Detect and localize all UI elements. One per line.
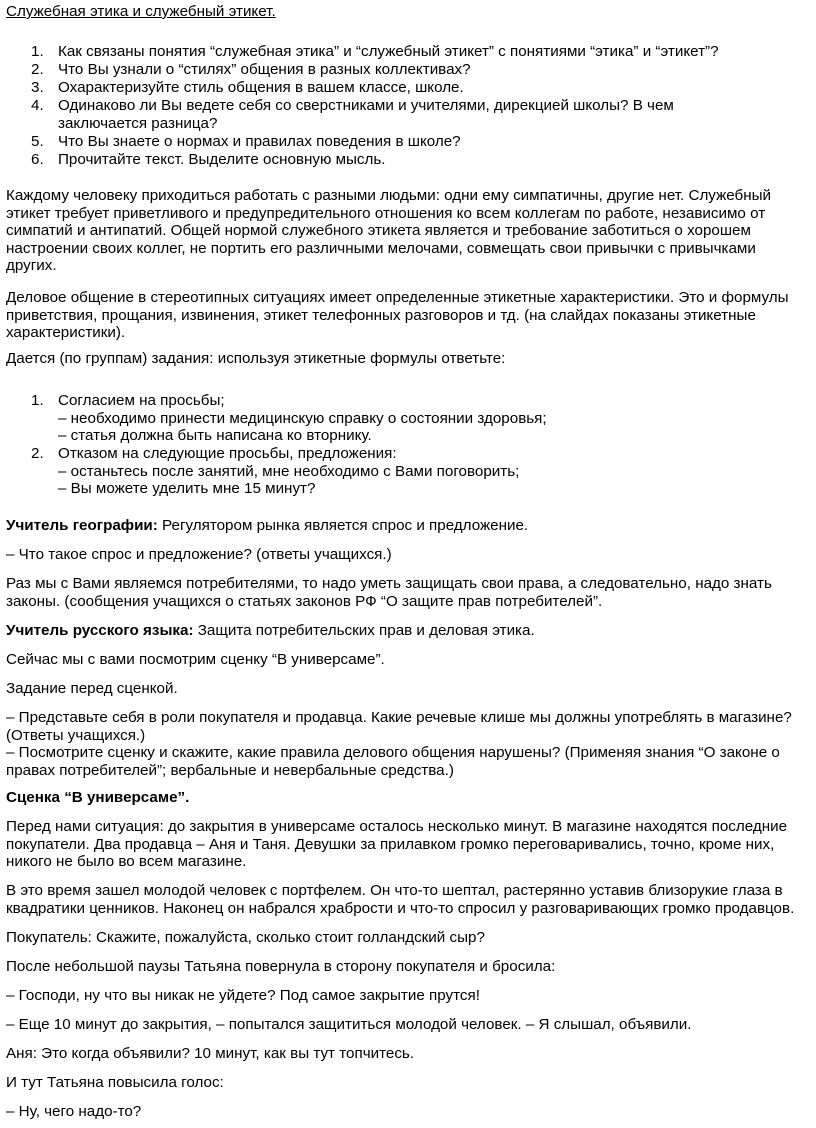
paragraph-geo-question: – Что такое спрос и предложение? (ответы учащихся.): [6, 546, 392, 563]
list-text: Что Вы знаете о нормах и правилах поведения в школе?: [58, 133, 461, 150]
speaker-text: Регулятором рынка является спрос и предложение.: [157, 517, 529, 534]
list-text: Как связаны понятия “служебная этика” и “служебный этикет” с понятиями “этика” и “этикет”?: [58, 43, 719, 60]
paragraph-task-lines: [6, 709, 806, 779]
paragraph-task-before: Задание перед сценкой.: [6, 680, 178, 697]
paragraph-scene-2: В это время зашел молодой человек с портфелем. Он что-то шептал, растерянно уставив близорукие глаза в квадратики ценников. Наконец он набрался храбрости и что-то спросил у разговаривающих громко продавцов.: [6, 882, 795, 917]
list-number: 1.: [31, 43, 44, 60]
paragraph-geography: [6, 517, 806, 535]
paragraph-etiquette: Каждому человеку приходиться работать с разными людьми: одни ему симпатичны, другие нет. Служебный этикет требует приветливого и предупредительного отношения ко всем коллегам по работе, независимо от симпатий и антипатий. Общей нормой служебного этикета является и требование заботиться о хорошем настроении своих коллег, не портить его различными мелочами, совмещать свои привычки с привычками других.: [6, 187, 771, 275]
list-text: Охарактеризуйте стиль общения в вашем классе, школе.: [58, 79, 464, 96]
speaker-label: Учитель географии:: [6, 517, 158, 534]
list-number: 6.: [31, 151, 44, 168]
list-number: 1.: [31, 392, 44, 409]
paragraph-consumers: Раз мы с Вами являемся потребителями, то надо уметь защищать свои права, а следовательно, надо знать законы. (сообщения учащихся о статьях законов РФ “О защите прав потребителей”.: [6, 575, 772, 610]
paragraph-scene-3: Покупатель: Скажите, пожалуйста, сколько стоит голландский сыр?: [6, 929, 485, 946]
task-line: – Представьте себя в роли покупателя и продавца. Какие речевые клише мы должны употреблять в магазине? (Ответы учащихся.): [6, 709, 792, 744]
paragraph-task: Дается (по группам) задания: используя этикетные формулы ответьте:: [6, 350, 506, 367]
task-line: – останьтесь после занятий, мне необходимо с Вами поговорить;: [58, 462, 520, 480]
paragraph-scene-9: – Ну, чего надо-то?: [6, 1103, 142, 1120]
list-text: Что Вы узнали о “стилях” общения в разных коллективах?: [58, 61, 471, 78]
task-line: – статья должна быть написана ко вторнику.: [58, 427, 372, 445]
list-number: 5.: [31, 133, 44, 150]
paragraph-scene-1: Перед нами ситуация: до закрытия в универсаме осталось несколько минут. В магазине находятся последние покупатели. Два продавца – Аня и Таня. Девушки за прилавком громко переговаривались, точно, кроме них, никого не было во всем магазине.: [6, 818, 788, 871]
paragraph-russian: [6, 622, 806, 640]
task-line: – Вы можете уделить мне 15 минут?: [58, 480, 316, 498]
paragraph-business: Деловое общение в стереотипных ситуациях имеет определенные этикетные характеристики. Это и формулы приветствия, прощания, извинения, этикет телефонных разговоров и тд. (на слайдах показаны этикетные характеристики).: [6, 289, 789, 342]
list-number: 3.: [31, 79, 44, 96]
list-text: Одинаково ли Вы ведете себя со сверстниками и учителями, дирекцией школы? В чем заключается разница?: [58, 97, 674, 132]
list-number: 2.: [31, 445, 44, 462]
paragraph-scene-7: Аня: Это когда объявили? 10 минут, как вы тут топчитесь.: [6, 1045, 415, 1062]
task-head: Отказом на следующие просьбы, предложения:: [58, 445, 397, 462]
task-head: Согласием на просьбы;: [58, 392, 225, 409]
list-number: 2.: [31, 61, 44, 78]
list-number: 4.: [31, 97, 44, 114]
speaker-label: Учитель русского языка:: [6, 622, 194, 639]
paragraph-scene-4: После небольшой паузы Татьяна повернула в сторону покупателя и бросила:: [6, 958, 556, 975]
task-line: – необходимо принести медицинскую справку о состоянии здоровья;: [58, 409, 547, 427]
document-title: Служебная этика и служебный этикет.: [6, 3, 276, 20]
paragraph-scene-6: – Еще 10 минут до закрытия, – попытался защититься молодой человек. – Я слышал, объявили.: [6, 1016, 692, 1033]
speaker-text: Защита потребительских прав и деловая этика.: [193, 622, 535, 639]
paragraph-scene-8: И тут Татьяна повысила голос:: [6, 1074, 224, 1091]
paragraph-scene-intro: Сейчас мы с вами посмотрим сценку “В универсаме”.: [6, 651, 385, 668]
scene-title: Сценка “В универсаме”.: [6, 789, 190, 806]
task-line: – Посмотрите сценку и скажите, какие правила делового общения нарушены? (Применяя знания “О законе о правах потребителей”; вербальные и невербальные средства.): [6, 744, 780, 779]
list-text: Прочитайте текст. Выделите основную мысль.: [58, 151, 386, 168]
paragraph-scene-5: – Господи, ну что вы никак не уйдете? Под самое закрытие прутся!: [6, 987, 480, 1004]
